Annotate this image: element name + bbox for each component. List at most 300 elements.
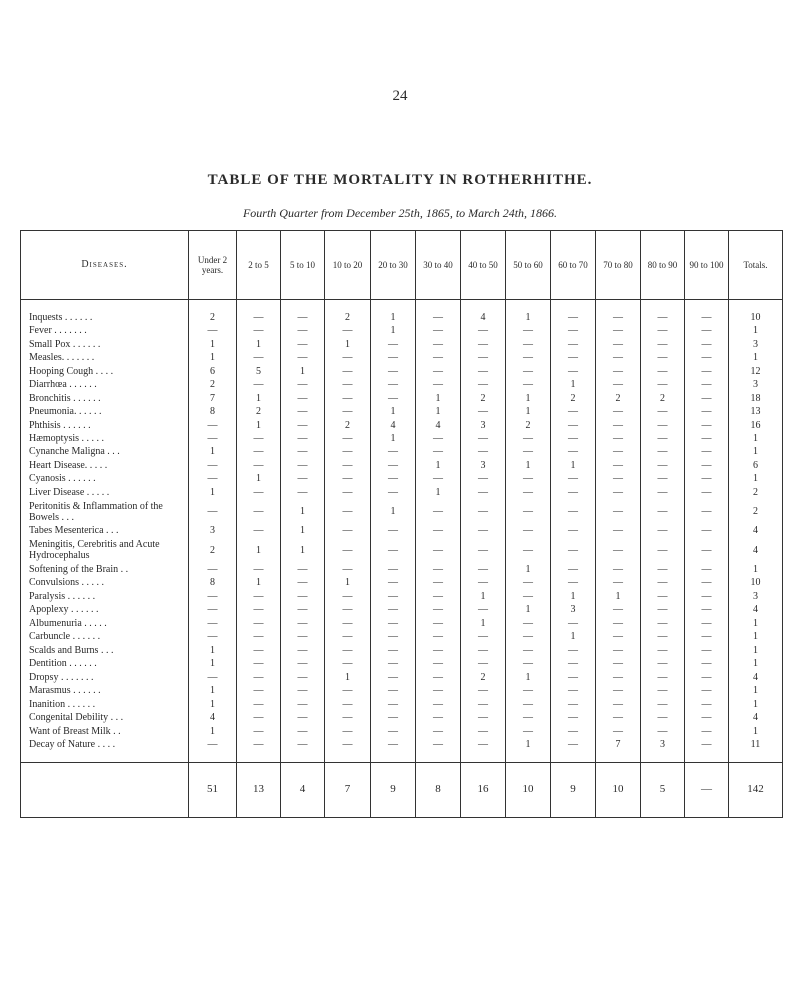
- row-total-cell: 1: [729, 562, 783, 575]
- spacer-cell: [189, 751, 237, 762]
- spacer-cell: [461, 751, 506, 762]
- table-cell: —: [371, 670, 416, 683]
- total-cell: 9: [551, 762, 596, 817]
- row-total-cell: 11: [729, 738, 783, 751]
- table-cell: 1: [371, 405, 416, 418]
- table-cell: —: [371, 738, 416, 751]
- table-cell: —: [189, 324, 237, 337]
- table-row: [21, 459, 783, 472]
- table-cell: —: [596, 697, 641, 710]
- table-cell: —: [371, 603, 416, 616]
- disease-name: Fever . . . . . . .: [21, 324, 189, 337]
- total-cell: 9: [371, 762, 416, 817]
- table-cell: —: [551, 643, 596, 656]
- table-cell: —: [237, 562, 281, 575]
- table-cell: —: [281, 643, 325, 656]
- column-header: 30 to 40: [416, 231, 461, 300]
- table-cell: —: [281, 697, 325, 710]
- table-cell: —: [641, 405, 685, 418]
- table-cell: —: [461, 738, 506, 751]
- table-cell: —: [189, 603, 237, 616]
- table-cell: 1: [325, 576, 371, 589]
- table-cell: —: [237, 643, 281, 656]
- disease-name: Scalds and Burns . . .: [21, 643, 189, 656]
- row-total-cell: 18: [729, 391, 783, 404]
- table-cell: —: [551, 418, 596, 431]
- table-cell: —: [416, 524, 461, 537]
- table-row: [21, 657, 783, 670]
- column-header: 90 to 100: [685, 231, 729, 300]
- total-cell: 8: [416, 762, 461, 817]
- row-total-cell: 4: [729, 711, 783, 724]
- table-cell: —: [189, 562, 237, 575]
- table-cell: —: [641, 472, 685, 485]
- table-cell: 1: [281, 499, 325, 524]
- table-cell: —: [596, 616, 641, 629]
- table-cell: 1: [416, 459, 461, 472]
- disease-name: Inanition . . . . . .: [21, 697, 189, 710]
- table-cell: —: [325, 351, 371, 364]
- table-cell: 2: [189, 538, 237, 563]
- table-cell: —: [685, 310, 729, 323]
- table-cell: 3: [461, 459, 506, 472]
- column-header: 80 to 90: [641, 231, 685, 300]
- table-cell: —: [416, 445, 461, 458]
- spacer-cell: [189, 300, 237, 311]
- table-cell: —: [685, 576, 729, 589]
- table-cell: 2: [325, 418, 371, 431]
- spacer-cell: [729, 300, 783, 311]
- table-cell: —: [596, 351, 641, 364]
- table-cell: —: [641, 524, 685, 537]
- total-cell: 7: [325, 762, 371, 817]
- table-cell: —: [371, 684, 416, 697]
- table-cell: 6: [189, 364, 237, 377]
- table-cell: —: [416, 364, 461, 377]
- table-cell: —: [237, 524, 281, 537]
- table-cell: —: [325, 378, 371, 391]
- table-cell: —: [596, 670, 641, 683]
- table-cell: —: [325, 657, 371, 670]
- table-row: [21, 576, 783, 589]
- table-cell: —: [506, 616, 551, 629]
- disease-name: Congenital Debility . . .: [21, 711, 189, 724]
- table-row: [21, 697, 783, 710]
- table-cell: —: [596, 643, 641, 656]
- table-cell: —: [461, 524, 506, 537]
- row-total-cell: 1: [729, 724, 783, 737]
- table-cell: —: [641, 630, 685, 643]
- table-cell: 2: [189, 378, 237, 391]
- row-total-cell: 4: [729, 603, 783, 616]
- table-cell: —: [281, 418, 325, 431]
- total-cell: 13: [237, 762, 281, 817]
- table-cell: —: [281, 670, 325, 683]
- table-cell: —: [641, 459, 685, 472]
- disease-name: Dropsy . . . . . . .: [21, 670, 189, 683]
- table-cell: —: [641, 324, 685, 337]
- table-cell: —: [371, 576, 416, 589]
- table-cell: —: [371, 524, 416, 537]
- disease-name: Cyanosis . . . . . .: [21, 472, 189, 485]
- table-cell: —: [371, 538, 416, 563]
- table-cell: —: [461, 697, 506, 710]
- table-row: [21, 538, 783, 563]
- table-cell: —: [416, 711, 461, 724]
- table-cell: —: [281, 351, 325, 364]
- table-cell: —: [281, 711, 325, 724]
- table-cell: —: [281, 310, 325, 323]
- table-cell: —: [325, 684, 371, 697]
- table-cell: 1: [371, 432, 416, 445]
- table-cell: —: [551, 364, 596, 377]
- table-cell: —: [685, 684, 729, 697]
- table-cell: —: [596, 711, 641, 724]
- row-total-cell: 2: [729, 499, 783, 524]
- table-cell: —: [461, 684, 506, 697]
- table-cell: —: [416, 603, 461, 616]
- table-cell: —: [685, 499, 729, 524]
- table-cell: —: [325, 711, 371, 724]
- table-cell: —: [685, 738, 729, 751]
- table-cell: —: [685, 459, 729, 472]
- table-cell: —: [416, 724, 461, 737]
- mortality-table: [20, 230, 783, 818]
- table-cell: —: [641, 603, 685, 616]
- table-row: [21, 711, 783, 724]
- table-cell: —: [281, 391, 325, 404]
- disease-name: Albumenuria . . . . .: [21, 616, 189, 629]
- row-total-cell: 12: [729, 364, 783, 377]
- table-cell: —: [416, 697, 461, 710]
- table-cell: —: [461, 432, 506, 445]
- table-cell: —: [506, 657, 551, 670]
- spacer-cell: [21, 300, 189, 311]
- disease-name: Hooping Cough . . . .: [21, 364, 189, 377]
- table-row: [21, 418, 783, 431]
- disease-name: Apoplexy . . . . . .: [21, 603, 189, 616]
- table-cell: —: [461, 657, 506, 670]
- table-cell: —: [641, 576, 685, 589]
- table-cell: —: [596, 538, 641, 563]
- table-cell: —: [596, 684, 641, 697]
- page-subtitle: Fourth Quarter from December 25th, 1865, to March 24th, 1866.: [242, 206, 558, 220]
- table-cell: —: [596, 499, 641, 524]
- table-cell: —: [685, 486, 729, 499]
- table-cell: —: [641, 657, 685, 670]
- table-cell: 1: [189, 486, 237, 499]
- table-cell: 1: [189, 684, 237, 697]
- table-cell: —: [325, 524, 371, 537]
- table-cell: —: [371, 472, 416, 485]
- spacer-cell: [641, 300, 685, 311]
- row-total-cell: 1: [729, 432, 783, 445]
- row-total-cell: 1: [729, 472, 783, 485]
- table-cell: —: [325, 499, 371, 524]
- table-cell: —: [506, 684, 551, 697]
- table-cell: —: [685, 589, 729, 602]
- table-cell: —: [281, 603, 325, 616]
- table-row: [21, 684, 783, 697]
- table-cell: —: [461, 711, 506, 724]
- table-cell: —: [596, 378, 641, 391]
- disease-name: Measles. . . . . . .: [21, 351, 189, 364]
- table-cell: —: [596, 337, 641, 350]
- table-cell: 7: [596, 738, 641, 751]
- column-header: 60 to 70: [551, 231, 596, 300]
- table-cell: —: [325, 589, 371, 602]
- disease-name: Carbuncle . . . . . .: [21, 630, 189, 643]
- table-cell: —: [237, 445, 281, 458]
- table-cell: —: [461, 576, 506, 589]
- table-cell: —: [325, 643, 371, 656]
- spacer-cell: [371, 751, 416, 762]
- row-total-cell: 3: [729, 378, 783, 391]
- spacer-cell: [506, 300, 551, 311]
- disease-name: Bronchitis . . . . . .: [21, 391, 189, 404]
- table-cell: 7: [189, 391, 237, 404]
- disease-name: Marasmus . . . . . .: [21, 684, 189, 697]
- table-cell: —: [685, 405, 729, 418]
- table-cell: —: [506, 378, 551, 391]
- table-cell: —: [237, 603, 281, 616]
- table-cell: —: [189, 432, 237, 445]
- table-row: [21, 616, 783, 629]
- table-cell: —: [551, 538, 596, 563]
- spacer-cell: [237, 751, 281, 762]
- table-cell: —: [596, 324, 641, 337]
- row-total-cell: 1: [729, 697, 783, 710]
- spacer-cell: [416, 751, 461, 762]
- table-cell: 1: [237, 337, 281, 350]
- table-cell: 1: [189, 351, 237, 364]
- spacer-cell: [551, 300, 596, 311]
- table-cell: —: [325, 445, 371, 458]
- table-cell: —: [685, 418, 729, 431]
- table-cell: —: [416, 324, 461, 337]
- table-cell: —: [551, 405, 596, 418]
- disease-name: Convulsions . . . . .: [21, 576, 189, 589]
- page-number: 24: [392, 88, 408, 104]
- table-cell: —: [371, 724, 416, 737]
- table-cell: 1: [416, 405, 461, 418]
- table-cell: —: [506, 643, 551, 656]
- column-header: 5 to 10: [281, 231, 325, 300]
- table-cell: 1: [506, 459, 551, 472]
- table-cell: —: [237, 499, 281, 524]
- table-cell: —: [416, 738, 461, 751]
- table-cell: 1: [237, 538, 281, 563]
- table-cell: —: [506, 324, 551, 337]
- table-cell: —: [237, 630, 281, 643]
- table-cell: —: [551, 670, 596, 683]
- table-row: [21, 391, 783, 404]
- table-cell: —: [506, 432, 551, 445]
- table-cell: —: [325, 603, 371, 616]
- row-total-cell: 4: [729, 670, 783, 683]
- table-cell: —: [237, 351, 281, 364]
- table-cell: —: [596, 576, 641, 589]
- table-cell: —: [685, 562, 729, 575]
- table-cell: —: [685, 616, 729, 629]
- disease-name: Heart Disease. . . . .: [21, 459, 189, 472]
- disease-name: Liver Disease . . . . .: [21, 486, 189, 499]
- table-cell: —: [685, 603, 729, 616]
- table-cell: 1: [596, 589, 641, 602]
- table-cell: —: [596, 405, 641, 418]
- table-cell: —: [461, 724, 506, 737]
- table-cell: 1: [506, 562, 551, 575]
- spacer-cell: [21, 751, 189, 762]
- table-cell: 4: [461, 310, 506, 323]
- table-cell: —: [189, 630, 237, 643]
- table-cell: —: [596, 630, 641, 643]
- table-cell: —: [596, 603, 641, 616]
- table-cell: 1: [416, 391, 461, 404]
- disease-name: Dentition . . . . . .: [21, 657, 189, 670]
- table-cell: —: [189, 616, 237, 629]
- table-cell: —: [641, 378, 685, 391]
- table-cell: —: [506, 576, 551, 589]
- spacer-cell: [325, 300, 371, 311]
- table-cell: —: [189, 472, 237, 485]
- table-cell: —: [416, 499, 461, 524]
- table-body: [21, 300, 783, 818]
- row-total-cell: 4: [729, 538, 783, 563]
- table-cell: 1: [189, 643, 237, 656]
- row-total-cell: 3: [729, 589, 783, 602]
- table-cell: —: [371, 562, 416, 575]
- total-cell: 10: [506, 762, 551, 817]
- spacer-cell: [371, 300, 416, 311]
- spacer-cell: [281, 300, 325, 311]
- table-cell: —: [506, 499, 551, 524]
- table-cell: —: [596, 562, 641, 575]
- table-cell: —: [325, 472, 371, 485]
- table-cell: —: [281, 616, 325, 629]
- column-header: 10 to 20: [325, 231, 371, 300]
- column-header: Totals.: [729, 231, 783, 300]
- table-cell: 1: [281, 538, 325, 563]
- table-cell: —: [237, 657, 281, 670]
- table-cell: —: [371, 459, 416, 472]
- table-cell: 2: [596, 391, 641, 404]
- table-cell: 1: [551, 459, 596, 472]
- table-cell: —: [641, 351, 685, 364]
- table-cell: —: [641, 418, 685, 431]
- table-cell: —: [551, 337, 596, 350]
- table-cell: —: [641, 684, 685, 697]
- table-cell: —: [685, 630, 729, 643]
- table-cell: —: [325, 391, 371, 404]
- table-cell: —: [641, 724, 685, 737]
- table-cell: —: [416, 576, 461, 589]
- table-cell: —: [596, 445, 641, 458]
- table-cell: —: [641, 697, 685, 710]
- table-row: [21, 310, 783, 323]
- table-cell: 1: [237, 576, 281, 589]
- table-cell: —: [461, 538, 506, 563]
- table-cell: —: [596, 472, 641, 485]
- table-cell: —: [551, 711, 596, 724]
- table-cell: 8: [189, 405, 237, 418]
- table-cell: —: [281, 486, 325, 499]
- table-cell: —: [371, 630, 416, 643]
- table-cell: —: [325, 459, 371, 472]
- row-total-cell: 1: [729, 630, 783, 643]
- table-cell: —: [596, 364, 641, 377]
- table-cell: —: [237, 616, 281, 629]
- table-cell: —: [189, 459, 237, 472]
- table-cell: —: [641, 499, 685, 524]
- disease-name: Small Pox . . . . . .: [21, 337, 189, 350]
- table-cell: —: [596, 657, 641, 670]
- table-cell: —: [641, 711, 685, 724]
- table-cell: —: [506, 472, 551, 485]
- row-total-cell: 4: [729, 524, 783, 537]
- table-cell: —: [685, 432, 729, 445]
- table-cell: —: [371, 337, 416, 350]
- disease-name: Diarrhœa . . . . . .: [21, 378, 189, 391]
- table-cell: —: [281, 630, 325, 643]
- spacer-cell: [641, 751, 685, 762]
- table-cell: —: [506, 538, 551, 563]
- table-cell: —: [325, 432, 371, 445]
- table-cell: —: [237, 486, 281, 499]
- spacer-row: [21, 751, 783, 762]
- disease-name: Meningitis, Cerebritis and Acute Hydrocephalus: [21, 538, 189, 563]
- table-cell: 1: [237, 391, 281, 404]
- spacer-cell: [551, 751, 596, 762]
- table-cell: —: [641, 445, 685, 458]
- table-cell: —: [596, 432, 641, 445]
- table-cell: —: [416, 670, 461, 683]
- table-cell: —: [506, 724, 551, 737]
- disease-name: Decay of Nature . . . .: [21, 738, 189, 751]
- table-cell: 1: [461, 589, 506, 602]
- table-cell: —: [281, 459, 325, 472]
- table-cell: 1: [551, 630, 596, 643]
- table-cell: —: [189, 589, 237, 602]
- table-cell: —: [596, 724, 641, 737]
- table-cell: —: [371, 589, 416, 602]
- column-header: 70 to 80: [596, 231, 641, 300]
- table-cell: —: [461, 472, 506, 485]
- table-cell: —: [371, 697, 416, 710]
- spacer-cell: [416, 300, 461, 311]
- table-cell: —: [641, 337, 685, 350]
- table-cell: —: [281, 684, 325, 697]
- disease-name: Phthisis . . . . . .: [21, 418, 189, 431]
- table-cell: —: [325, 738, 371, 751]
- table-cell: —: [551, 738, 596, 751]
- table-cell: —: [461, 499, 506, 524]
- table-cell: 1: [189, 697, 237, 710]
- table-cell: —: [461, 324, 506, 337]
- row-total-cell: 10: [729, 576, 783, 589]
- row-total-cell: 13: [729, 405, 783, 418]
- table-cell: —: [685, 697, 729, 710]
- table-cell: —: [325, 562, 371, 575]
- table-cell: —: [416, 351, 461, 364]
- table-cell: 5: [237, 364, 281, 377]
- table-cell: —: [237, 310, 281, 323]
- header-row: [21, 231, 783, 300]
- table-cell: —: [281, 472, 325, 485]
- total-cell: 142: [729, 762, 783, 817]
- table-row: [21, 499, 783, 524]
- table-cell: —: [551, 724, 596, 737]
